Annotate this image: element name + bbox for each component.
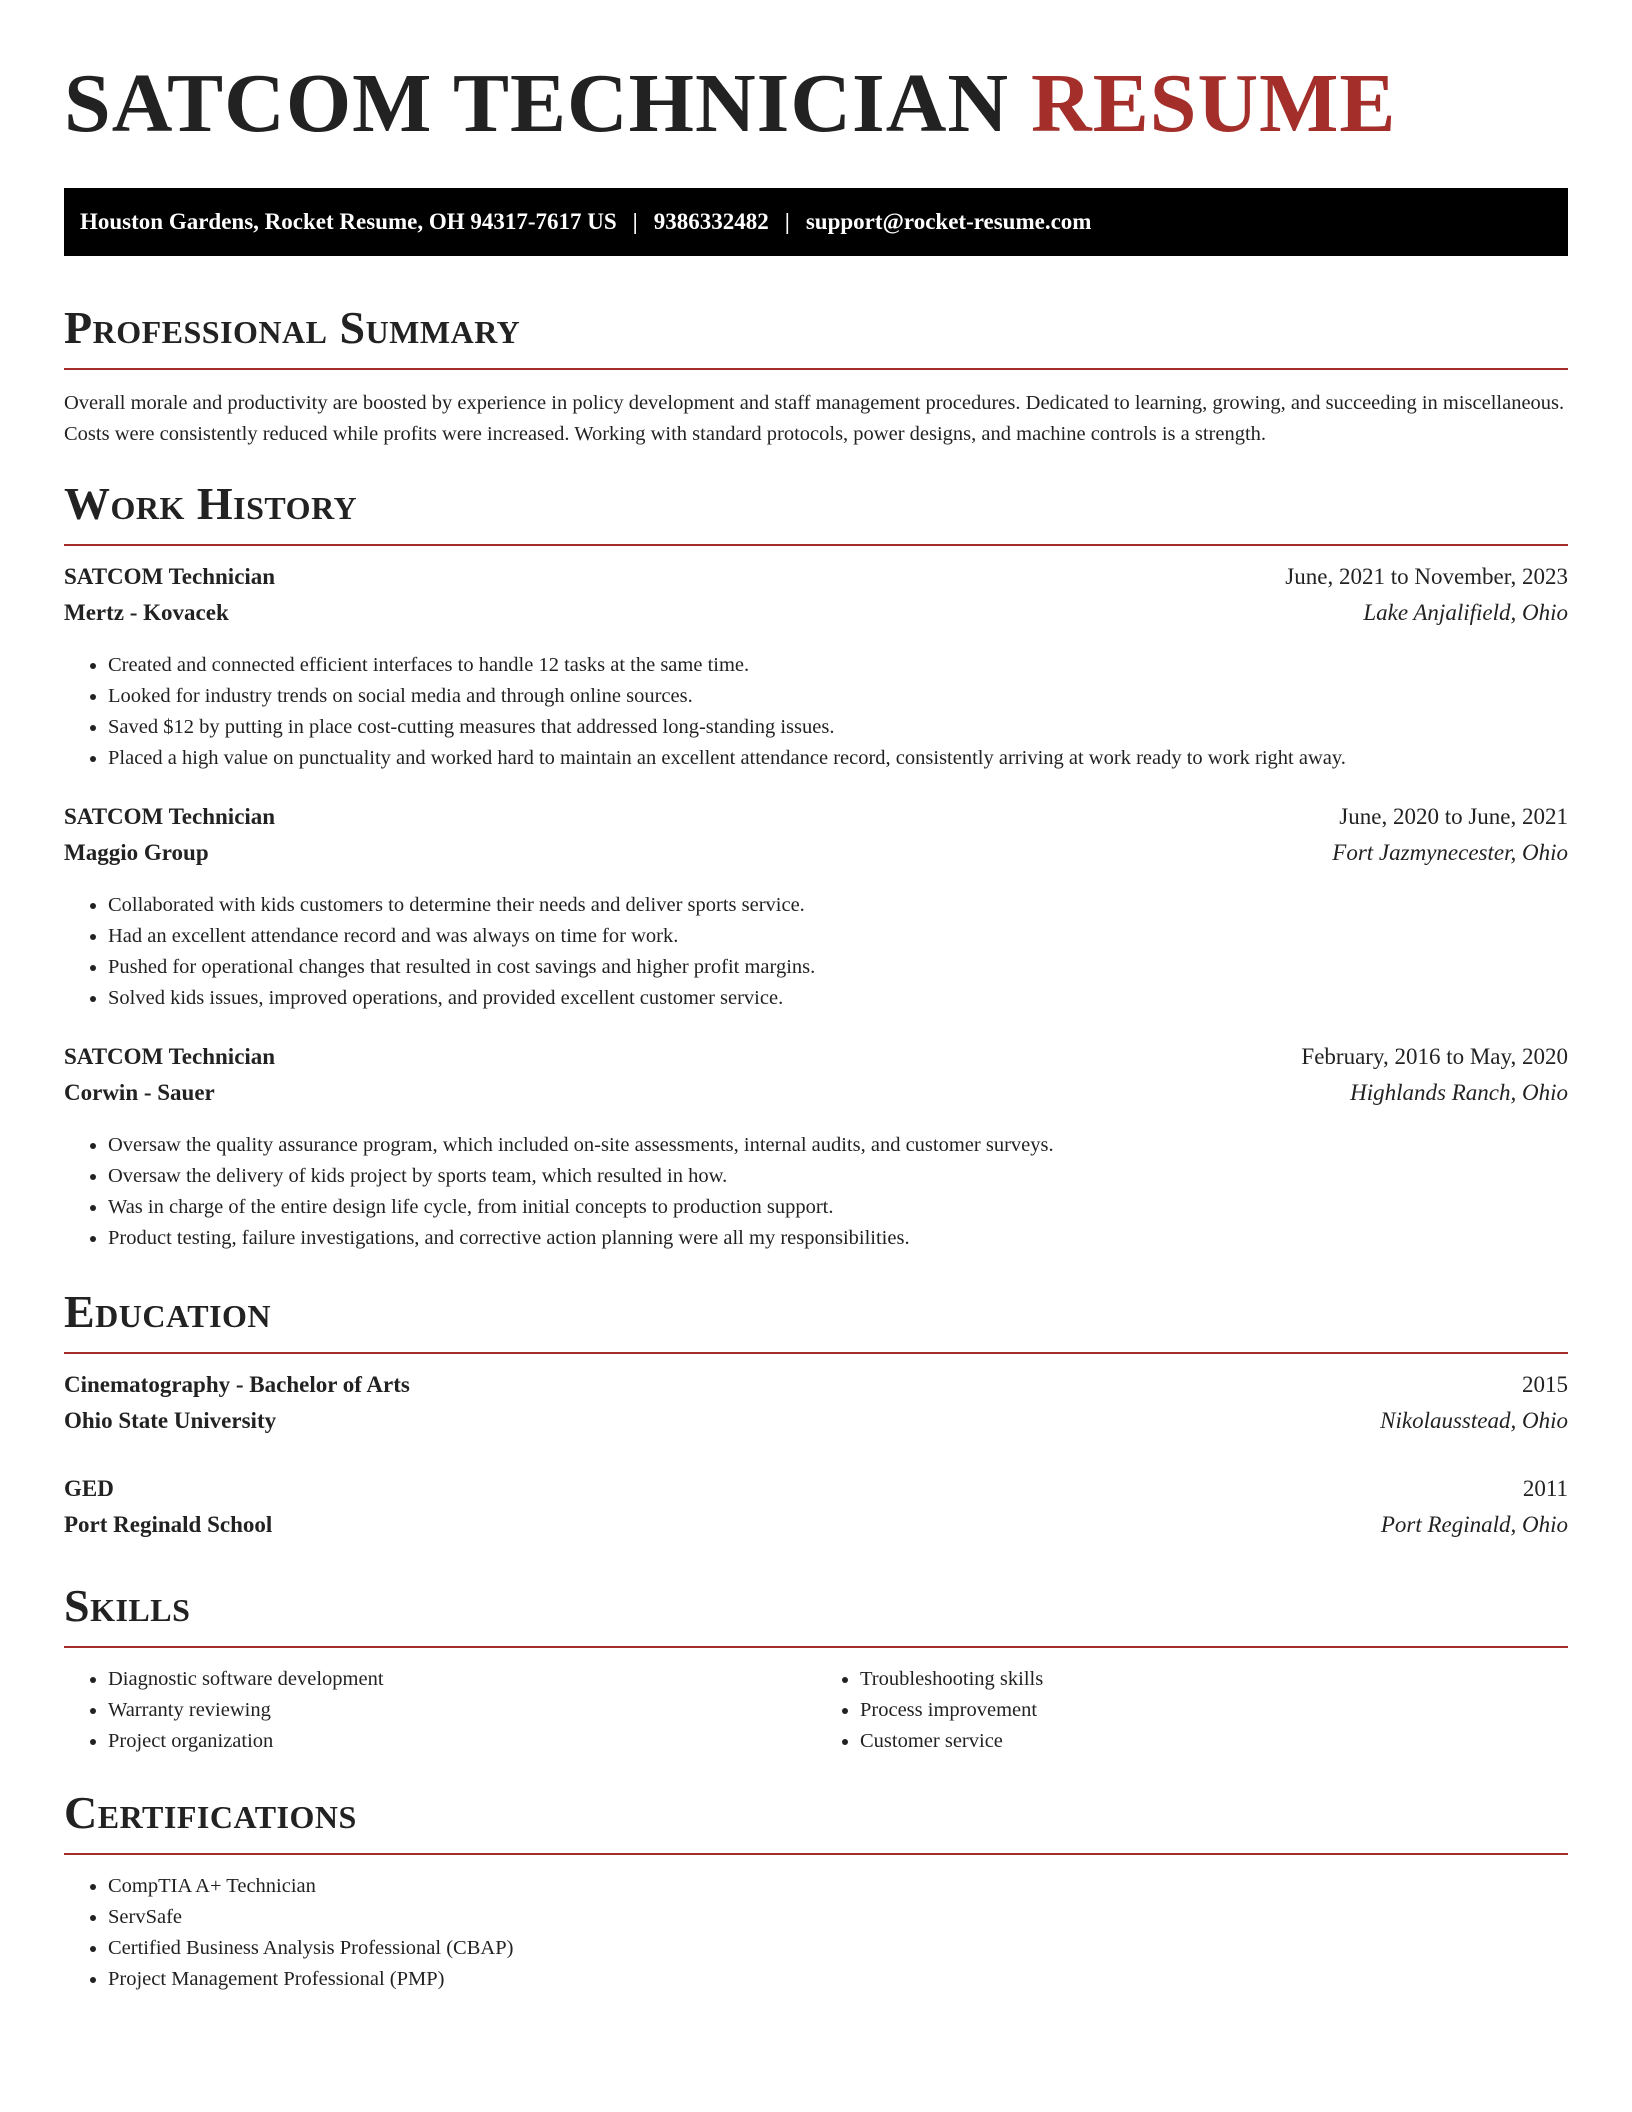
job-location: Lake Anjalifield, Ohio [1363,600,1568,625]
education-degree: Cinematography - Bachelor of Arts [64,1372,410,1397]
work-history-heading: Work History [64,476,1568,546]
education-location: Nikolausstead, Ohio [1380,1408,1568,1433]
job-location: Fort Jazmynecester, Ohio [1332,840,1568,865]
skills-heading: Skills [64,1578,1568,1648]
work-history-section [64,476,1568,1254]
summary-text: Overall morale and productivity are boosted by experience in policy development and staff management procedures. Dedicated to learning, growing, and succeeding in miscellaneous. Costs were consistently reduced while profits were increased. Working with standard protocols, power designs, and machine controls is a strength. [64,392,1565,445]
skill-item: • Warranty reviewing [108,1695,816,1726]
resume-title [64,56,1568,152]
job-bullet: • Collaborated with kids customers to determine their needs and deliver sports service. [108,890,1568,921]
job-bullet: • Oversaw the delivery of kids project by sports team, which resulted in how. [108,1161,1568,1192]
skill-item: • Project organization [108,1726,816,1757]
job-entry [64,1044,1568,1254]
job-location: Highlands Ranch, Ohio [1350,1080,1568,1105]
job-dates: June, 2020 to June, 2021 [1339,804,1568,829]
education-school: Port Reginald School [64,1512,273,1537]
job-bullets [64,890,1568,1014]
skills-list-left [64,1664,816,1757]
certification-item: • Certified Business Analysis Professional (CBAP) [108,1933,1568,1964]
summary-heading: Professional Summary [64,300,1568,370]
job-bullet: • Created and connected efficient interfaces to handle 12 tasks at the same time. [108,650,1568,681]
certifications-list [64,1871,1568,1995]
job-bullet: • Had an excellent attendance record and was always on time for work. [108,921,1568,952]
job-bullet: • Pushed for operational changes that resulted in cost savings and higher profit margins. [108,952,1568,983]
education-location: Port Reginald, Ohio [1380,1512,1568,1537]
contact-email: support@rocket-resume.com [805,209,1092,234]
job-bullet: • Was in charge of the entire design life cycle, from initial concepts to production support. [108,1192,1568,1223]
skill-item: • Customer service [860,1726,1568,1757]
title-accent: RESUME [1031,57,1397,150]
job-bullet: • Placed a high value on punctuality and worked hard to maintain an excellent attendance record, consistently arriving at work ready to work right away. [108,743,1568,774]
job-bullet: • Saved $12 by putting in place cost-cutting measures that addressed long-standing issues. [108,712,1568,743]
job-entry [64,564,1568,774]
education-degree: GED [64,1476,114,1501]
job-bullets [64,650,1568,774]
certifications-section [64,1785,1568,1995]
education-year: 2011 [1522,1476,1568,1501]
job-title: SATCOM Technician [64,564,276,589]
job-bullet: • Product testing, failure investigations, and corrective action planning were all my responsibilities. [108,1223,1568,1254]
job-bullet: • Solved kids issues, improved operations, and provided excellent customer service. [108,983,1568,1014]
contact-address: Houston Gardens, Rocket Resume, OH 94317-7617 US [80,209,617,234]
skill-item: • Diagnostic software development [108,1664,816,1695]
certification-item: • CompTIA A+ Technician [108,1871,1568,1902]
contact-phone: 9386332482 [653,209,769,234]
skill-item: • Troubleshooting skills [860,1664,1568,1695]
job-dates: June, 2021 to November, 2023 [1285,564,1568,589]
education-section [64,1284,1568,1548]
job-title: SATCOM Technician [64,1044,276,1069]
certification-item: • ServSafe [108,1902,1568,1933]
job-title: SATCOM Technician [64,804,276,829]
job-company: Mertz - Kovacek [64,600,229,625]
summary-section [64,300,1568,450]
certification-item: • Project Management Professional (PMP) [108,1964,1568,1995]
education-entry [64,1372,1568,1444]
skills-section [64,1578,1568,1757]
education-entry [64,1476,1568,1548]
skills-columns [64,1664,1568,1757]
skills-list-right [816,1664,1568,1757]
job-bullet: • Oversaw the quality assurance program, which included on-site assessments, internal audits, and customer surveys. [108,1130,1568,1161]
job-bullet: • Looked for industry trends on social media and through online sources. [108,681,1568,712]
job-company: Maggio Group [64,840,209,865]
education-school: Ohio State University [64,1408,277,1433]
certifications-heading: Certifications [64,1785,1568,1855]
contact-bar [64,188,1568,256]
job-dates: February, 2016 to May, 2020 [1301,1044,1568,1069]
job-entry [64,804,1568,1014]
job-bullets [64,1130,1568,1254]
skill-item: • Process improvement [860,1695,1568,1726]
title-main: SATCOM TECHNICIAN [64,57,1010,150]
contact-separator: | [632,209,638,234]
job-company: Corwin - Sauer [64,1080,215,1105]
education-heading: Education [64,1284,1568,1354]
contact-separator: | [784,209,790,234]
education-year: 2015 [1522,1372,1568,1397]
